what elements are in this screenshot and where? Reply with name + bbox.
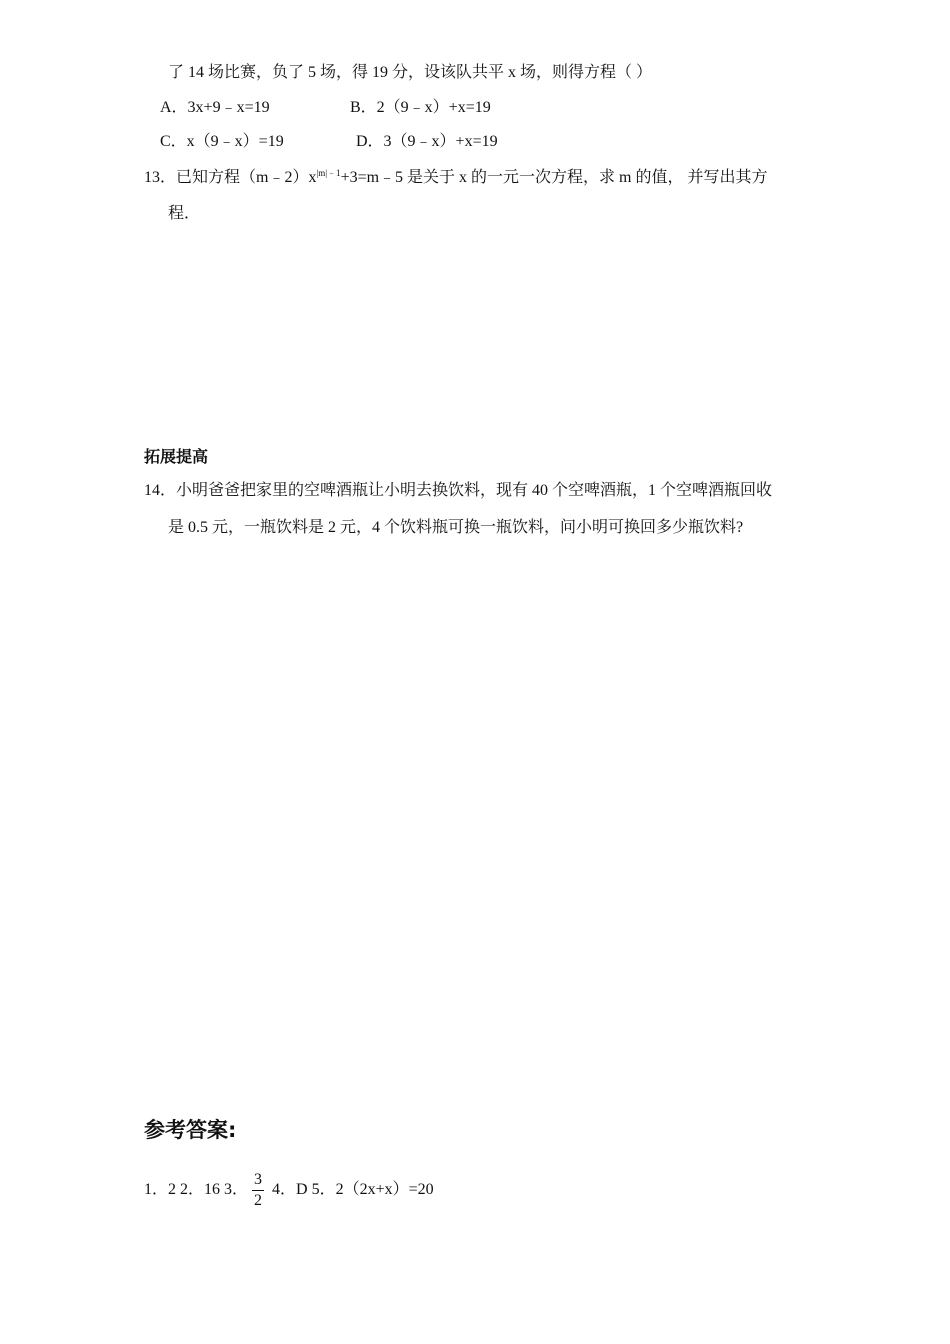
q12-option-d: D．3（9﹣x）+x=19 xyxy=(356,133,498,150)
fraction-numerator: 3 xyxy=(252,1170,264,1191)
answer-3-fraction xyxy=(252,1170,264,1211)
q13-line-2: 程． xyxy=(168,205,201,222)
q13-line-1 xyxy=(144,167,768,189)
q12-option-a: A．3x+9﹣x=19 xyxy=(160,99,270,116)
q12-option-c: C．x（9﹣x）=19 xyxy=(160,133,284,150)
answers-suffix: 4．D 5．2（2x+x）=20 xyxy=(268,1181,434,1198)
q13-exponent: |m|﹣1 xyxy=(316,168,341,178)
q12-option-b: B．2（9﹣x）+x=19 xyxy=(350,99,491,116)
section-heading: 拓展提高 xyxy=(144,447,209,466)
answers-prefix: 1．2 2．16 3． xyxy=(144,1181,249,1198)
q14-line-2: 是 0.5 元，一瓶饮料是 2 元，4 个饮料瓶可换一瓶饮料，问小明可换回多少瓶饮料? xyxy=(168,519,744,536)
answers-heading: 参考答案: xyxy=(144,1118,237,1142)
q14-line-1: 14．小明爸爸把家里的空啤酒瓶让小明去换饮料，现有 40 个空啤酒瓶，1 个空啤酒瓶回收 xyxy=(144,482,773,499)
answers-line xyxy=(144,1168,434,1212)
fraction-denominator: 2 xyxy=(254,1191,263,1209)
q12-stem-tail: 了 14 场比赛，负了 5 场，得 19 分，设该队共平 x 场，则得方程（ ） xyxy=(168,64,653,81)
q13-text-part1: 13．已知方程（m﹣2）x xyxy=(144,169,317,186)
q13-text-part2: +3=m﹣5 是关于 x 的一元一次方程，求 m 的值， 并写出其方 xyxy=(340,169,768,186)
